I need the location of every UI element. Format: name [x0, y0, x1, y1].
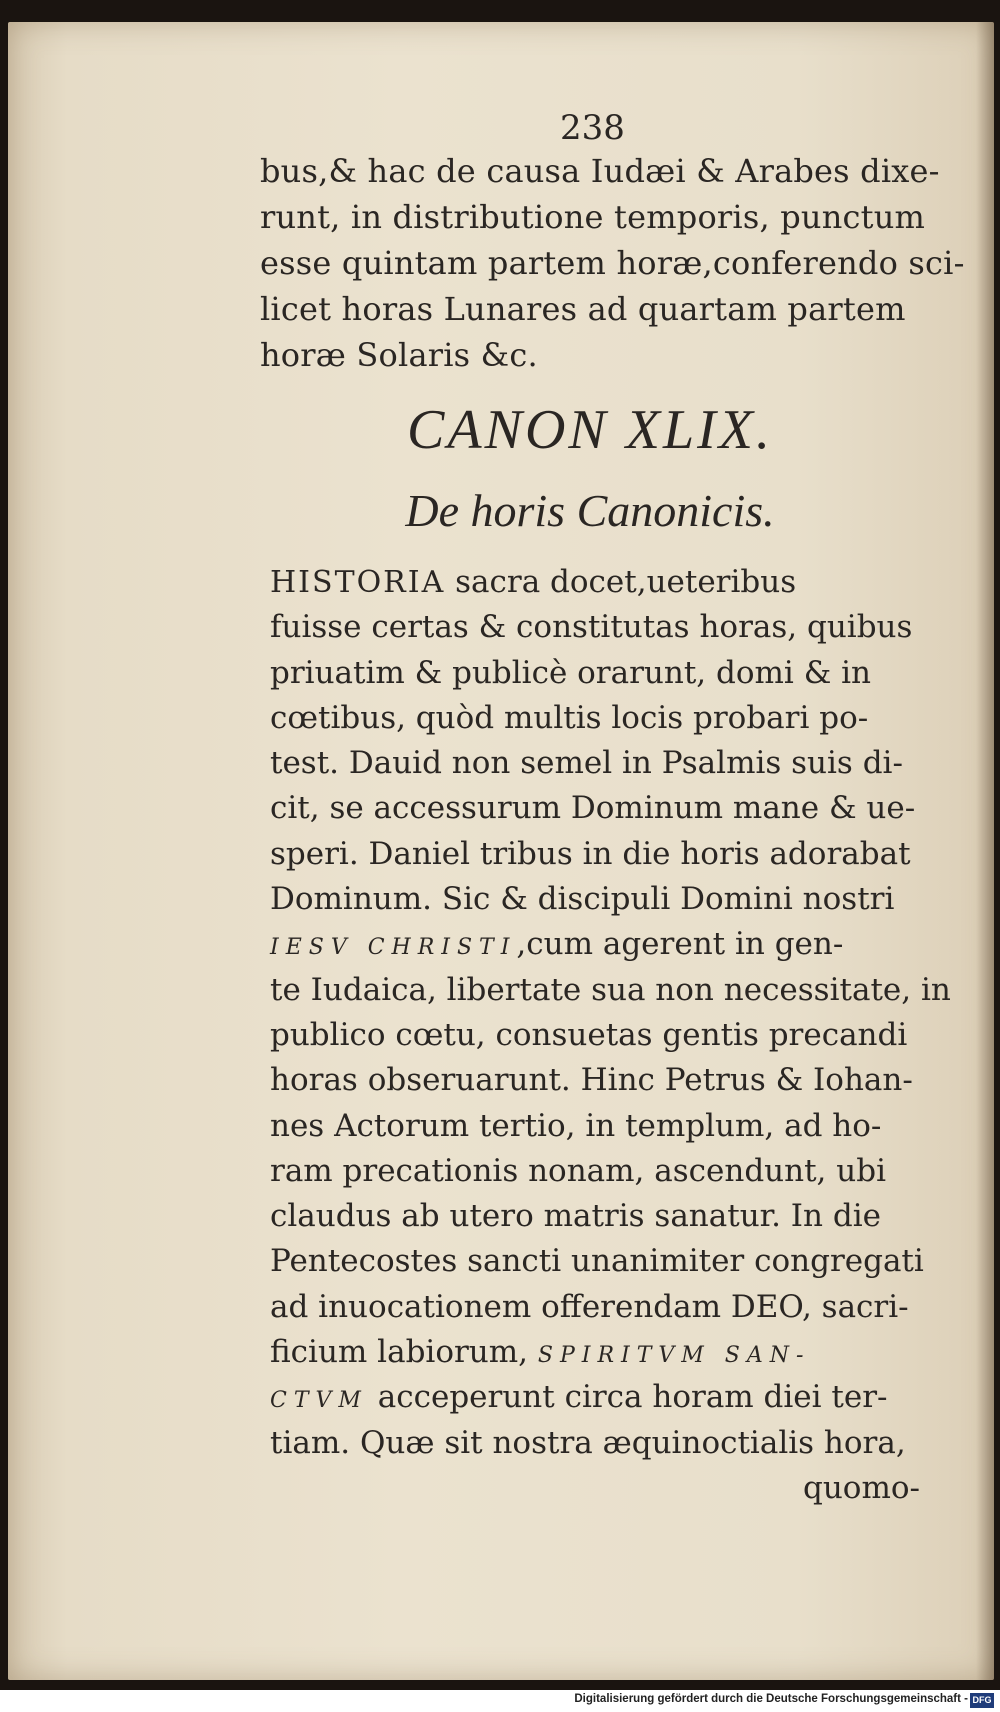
text-span: acceperunt circa horam diei ter- [367, 1379, 888, 1416]
text-line: bus,& hac de causa Iudæi & Arabes dixe- [260, 152, 940, 190]
catchword: quomo- [802, 1469, 920, 1506]
text-span: ficium labiorum, [270, 1334, 538, 1371]
name-spiritus-sanctum: CTVM [270, 1388, 368, 1414]
text-line: fuisse certas & constitutas horas, quibus [270, 609, 913, 646]
text-line: priuatim & publicè orarunt, domi & in [270, 654, 872, 691]
text-line: cœtibus, quòd multis locis probari po- [270, 699, 869, 736]
text-line: nes Actorum tertio, in templum, ad ho- [270, 1107, 882, 1144]
text-line: Dominum. Sic & discipuli Domini nostri [270, 881, 895, 918]
footer-bar [0, 1690, 1000, 1712]
text-line [270, 922, 920, 967]
text-line [270, 560, 920, 605]
text-line: runt, in distributione temporis, punctum [260, 198, 926, 236]
page-number: 238 [560, 108, 625, 148]
canon-title: CANON XLIX. [407, 399, 773, 461]
body-paragraph [270, 560, 951, 1511]
text-line: Pentecostes sancti unanimiter congregati [270, 1243, 924, 1280]
text-line: ram precationis nonam, ascendunt, ubi [270, 1152, 886, 1189]
intro-paragraph [260, 148, 965, 378]
text-line [270, 1375, 920, 1420]
text-line: licet horas Lunares ad quartam partem [260, 290, 906, 328]
text-line: horæ Solaris &c. [260, 336, 538, 374]
text-line: esse quintam partem horæ,conferendo sci- [260, 244, 965, 282]
text-span: sacra docet,ueteribus [445, 564, 797, 600]
footer-credit: Digitalisierung gefördert durch die Deutsche Forschungsgemeinschaft - [574, 1693, 968, 1705]
name-spiritus-sanctum: SPIRITVM SAN- [537, 1343, 811, 1369]
text-span: ,cum agerent in gen- [516, 926, 844, 963]
text-line: horas obseruarunt. Hinc Petrus & Iohan- [270, 1062, 913, 1099]
canon-subtitle: De horis Canonicis. [405, 485, 775, 536]
book-page [8, 22, 994, 1680]
opening-word: HISTORIA [270, 565, 446, 600]
text-line: tiam. Quæ sit nostra æquinoctialis hora, [270, 1424, 906, 1461]
dfg-logo: DFG [970, 1693, 994, 1708]
text-line: claudus ab utero matris sanatur. In die [270, 1198, 881, 1235]
text-line: test. Dauid non semel in Psalmis suis di- [270, 745, 903, 782]
name-jesus-christ: IESV CHRISTI [270, 935, 517, 961]
text-line [270, 1330, 920, 1375]
text-line: ad inuocationem offerendam DEO, sacri- [270, 1288, 909, 1325]
text-line: cit, se accessurum Dominum mane & ue- [270, 790, 916, 827]
text-line: te Iudaica, libertate sua non necessitate, in [270, 971, 951, 1008]
text-line: publico cœtu, consuetas gentis precandi [270, 1016, 908, 1053]
text-line: speri. Daniel tribus in die horis adorabat [270, 835, 911, 872]
